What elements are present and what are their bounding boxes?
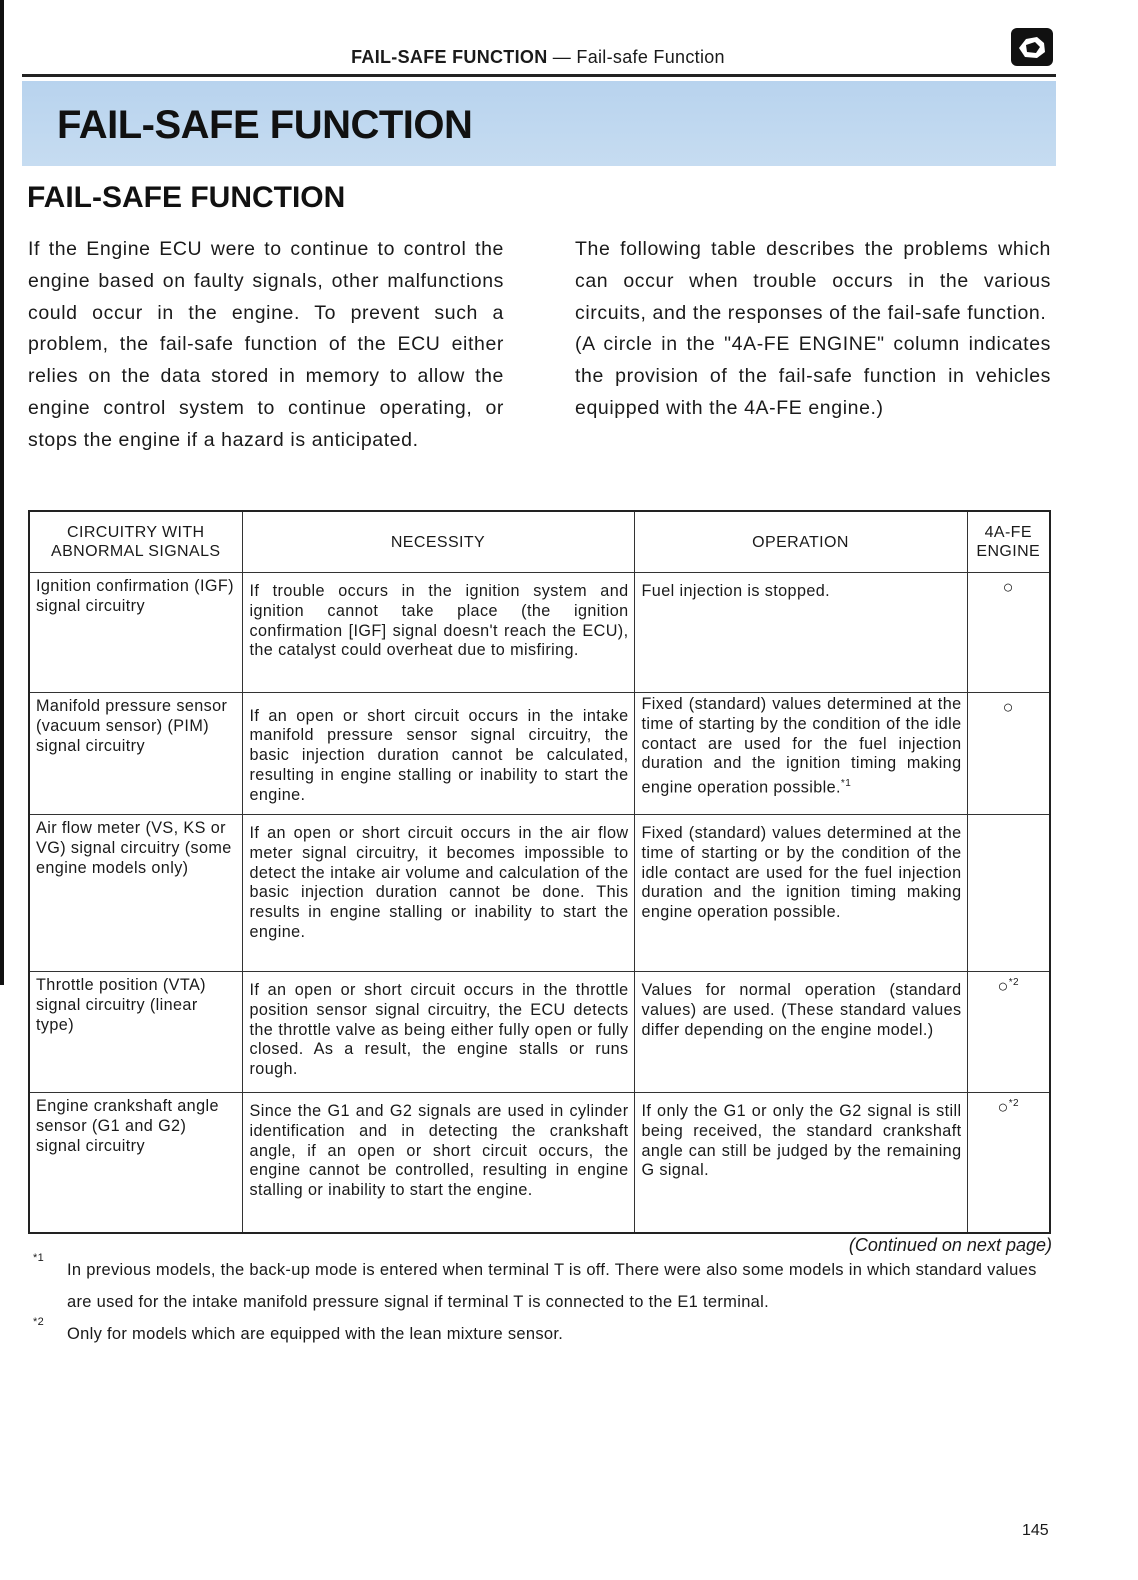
engine-cell (967, 1093, 1050, 1233)
engine-cell (967, 573, 1050, 693)
intro-left-paragraph: If the Engine ECU were to continue to control the engine based on faulty signals, other malfunctions could occur in the engine. To prevent such a problem, the fail-safe function of the ECU either relies on the data stored in memory to allow the engine control system to continue operating, or stops the engine if a hazard is anticipated. (28, 238, 504, 451)
chapter-banner (22, 81, 1056, 166)
intro-right-column (575, 234, 1051, 425)
operation-text: Fixed (standard) values determined at the time of starting by the condition of the idle contact are used for the fuel injection duration and the ignition timing making engine operation possible. (641, 695, 962, 797)
engine-circle: ○ (1002, 697, 1014, 717)
operation-cell: Fixed (standard) values determined at the time of starting or by the condition of the idle contact are used for the fuel injection duration and the ignition timing making engine operation possible. (634, 815, 967, 972)
banner-title: FAIL-SAFE FUNCTION (57, 103, 473, 147)
running-header-separator: — (547, 47, 577, 67)
engine-logo-icon (1011, 28, 1053, 66)
operation-cell: Values for normal operation (standard values) are used. (These standard values differ depending on the engine model.) (634, 972, 967, 1093)
table-row (29, 573, 1050, 693)
header-circuitry: CIRCUITRY WITH ABNORMAL SIGNALS (29, 511, 242, 573)
necessity-cell: If an open or short circuit occurs in the air flow meter signal circuitry, it becomes impossible to detect the intake air volume and calculation of the basic injection duration cannot be done. This results in engine stalling or inability to start the engine. (242, 815, 634, 972)
continued-note: (Continued on next page) (848, 1235, 1052, 1255)
page-number: 145 (1022, 1522, 1049, 1539)
header-engine: 4A-FE ENGINE (967, 511, 1050, 573)
operation-cell (634, 693, 967, 815)
engine-circle: ○ (997, 976, 1009, 996)
fail-safe-table (28, 510, 1051, 1234)
footnote-text: In previous models, the back-up mode is entered when terminal T is off. There were also some models in which standard values are used for the intake manifold pressure signal if terminal T is connected to the E1 terminal. (67, 1261, 1037, 1311)
circuitry-cell: Air flow meter (VS, KS or VG) signal circuitry (some engine models only) (29, 815, 242, 972)
table-row (29, 815, 1050, 972)
operation-cell: Fuel injection is stopped. (634, 573, 967, 693)
footnote-text: Only for models which are equipped with the lean mixture sensor. (67, 1325, 564, 1343)
engine-circle: ○ (1002, 577, 1014, 597)
running-header-rest: Fail-safe Function (576, 47, 725, 67)
operation-footnote-ref: *1 (840, 778, 852, 790)
necessity-cell: If trouble occurs in the ignition system and ignition cannot take place (the ignition confirmation [IGF] signal doesn't reach the ECU), the catalyst could overheat due to misfiring. (242, 573, 634, 693)
necessity-cell: If an open or short circuit occurs in the intake manifold pressure sensor signal circuitry, the basic injection duration cannot be calculated, resulting in engine stalling or inability to start the engine. (242, 693, 634, 815)
running-header-bold: FAIL-SAFE FUNCTION (351, 47, 548, 67)
section-title: FAIL-SAFE FUNCTION (27, 181, 346, 214)
circuitry-cell: Ignition confirmation (IGF) signal circuitry (29, 573, 242, 693)
table-row (29, 1093, 1050, 1233)
circuitry-cell: Manifold pressure sensor (vacuum sensor) (PIM) signal circuitry (29, 693, 242, 815)
engine-cell (967, 815, 1050, 972)
circuitry-cell: Engine crankshaft angle sensor (G1 and G2) signal circuitry (29, 1093, 242, 1233)
engine-footnote-ref: *2 (1008, 1098, 1020, 1109)
header-operation: OPERATION (634, 511, 967, 573)
engine-footnote-ref: *2 (1008, 977, 1020, 988)
circuitry-cell: Throttle position (VTA) signal circuitry (linear type) (29, 972, 242, 1093)
table-row (29, 972, 1050, 1093)
footnote-mark: *1 (33, 1252, 44, 1264)
engine-cell (967, 693, 1050, 815)
running-header (0, 47, 1076, 68)
intro-right-paragraph-1: The following table describes the problems which can occur when trouble occurs in the various circuits, and the responses of the fail-safe function. (575, 238, 1051, 324)
engine-cell (967, 972, 1050, 1093)
page-left-rule (0, 0, 4, 985)
header-necessity: NECESSITY (242, 511, 634, 573)
engine-circle: ○ (997, 1097, 1009, 1117)
footnote-mark: *2 (33, 1316, 44, 1328)
header-rule (22, 74, 1056, 77)
table-header-row (29, 511, 1050, 573)
necessity-cell: Since the G1 and G2 signals are used in cylinder identification and in detecting the crankshaft angle, if an open or short circuit occurs, the engine cannot be controlled, resulting in engine stalling or inability to start the engine. (242, 1093, 634, 1233)
necessity-cell: If an open or short circuit occurs in the throttle position sensor signal circuitry, the ECU detects the throttle valve as being either fully open or fully closed. As a result, the engine stalls or runs rough. (242, 972, 634, 1093)
operation-cell: If only the G1 or only the G2 signal is still being received, the standard crankshaft angle can still be judged by the remaining G signal. (634, 1093, 967, 1233)
intro-right-paragraph-2: (A circle in the "4A-FE ENGINE" column indicates the provision of the fail-safe function in vehicles equipped with the 4A-FE engine.) (575, 333, 1051, 419)
table-row (29, 693, 1050, 815)
